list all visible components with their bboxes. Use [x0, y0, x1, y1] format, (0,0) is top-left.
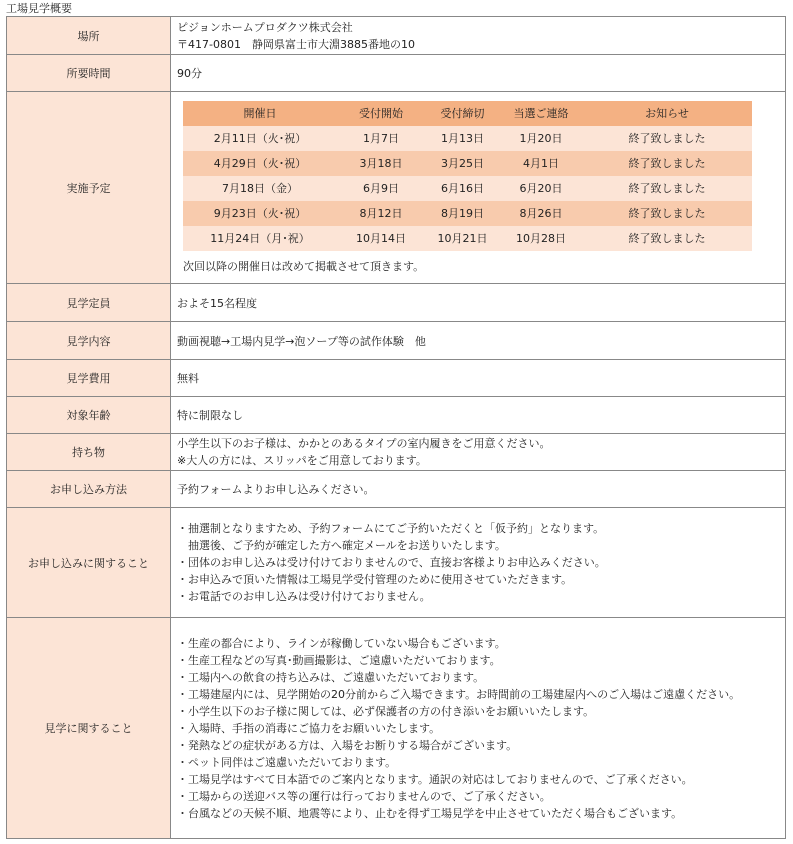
page-caption: 工場見学概要: [6, 2, 72, 15]
schedule-close: 6月16日: [425, 176, 500, 201]
schedule-row: [183, 226, 752, 251]
schedule-row: [183, 201, 752, 226]
schedule-row: [183, 151, 752, 176]
schedule-date: 7月18日（金）: [183, 176, 337, 201]
company-name: ピジョンホームプロダクツ株式会社: [177, 20, 353, 34]
schedule-header-cell: 受付締切: [425, 101, 500, 126]
value-apply-notes: [171, 508, 786, 618]
schedule-date: 2月11日（火･祝）: [183, 126, 337, 151]
schedule-open: 6月9日: [337, 176, 425, 201]
schedule-close: 10月21日: [425, 226, 500, 251]
belongings-line: 小学生以下のお子様は、かかとのあるタイプの室内履きをご用意ください。: [177, 437, 551, 450]
label-age: 対象年齢: [7, 397, 171, 434]
label-duration: 所要時間: [7, 55, 171, 92]
row-content: [7, 322, 786, 360]
label-visit-notes: 見学に関すること: [7, 618, 171, 839]
value-location: [171, 17, 786, 55]
schedule-open: 8月12日: [337, 201, 425, 226]
schedule-open: 3月18日: [337, 151, 425, 176]
row-fee: [7, 360, 786, 397]
visit-note-line: ・発熱などの症状がある方は、入場をお断りする場合がございます。: [177, 738, 518, 752]
schedule-header-cell: 受付開始: [337, 101, 425, 126]
row-capacity: [7, 284, 786, 322]
label-apply-method: お申し込み方法: [7, 471, 171, 508]
row-schedule: [7, 92, 786, 284]
apply-note-line: 抽選後、ご予約が確定した方へ確定メールをお送りいたします。: [177, 539, 506, 552]
apply-note-line: ・抽選制となりますため、予約フォームにてご予約いただくと「仮予約」となります。: [177, 522, 605, 535]
schedule-table: [183, 101, 752, 251]
visit-note-line: ・工場内への飲食の持ち込みは、ご遠慮いただいております。: [177, 670, 485, 684]
schedule-notify: 1月20日: [500, 126, 582, 151]
value-visit-notes: [171, 618, 786, 839]
visit-note-line: ・ペット同伴はご遠慮いただいております。: [177, 755, 397, 769]
visit-note-line: ・台風などの天候不順、地震等により、止むを得ず工場見学を中止させていただく場合もございます。: [177, 806, 683, 820]
schedule-close: 3月25日: [425, 151, 500, 176]
schedule-open: 1月7日: [337, 126, 425, 151]
value-apply-method: 予約フォームよりお申し込みください。: [171, 471, 786, 508]
schedule-notify: 4月1日: [500, 151, 582, 176]
schedule-date: 9月23日（火･祝）: [183, 201, 337, 226]
schedule-notify: 8月26日: [500, 201, 582, 226]
row-age: [7, 397, 786, 434]
row-belongings: [7, 434, 786, 471]
label-location: 場所: [7, 17, 171, 55]
row-visit-notes: [7, 618, 786, 839]
schedule-notify: 10月28日: [500, 226, 582, 251]
apply-note-line: ・お電話でのお申し込みは受け付けておりません。: [177, 590, 431, 603]
visit-note-line: ・小学生以下のお子様に関しては、必ず保護者の方の付き添いをお願いいたします。: [177, 704, 595, 718]
value-content: 動画視聴→工場内見学→泡ソープ等の試作体験 他: [171, 322, 786, 360]
apply-note-line: ・団体のお申し込みは受け付けておりませんので、直接お客様よりお申込みください。: [177, 556, 606, 569]
schedule-header-cell: 当選ご連絡: [500, 101, 582, 126]
schedule-note: 次回以降の開催日は改めて掲載させて頂きます。: [183, 259, 425, 273]
overview-table: [6, 16, 786, 839]
schedule-status: 終了致しました: [582, 126, 752, 151]
label-capacity: 見学定員: [7, 284, 171, 322]
schedule-status: 終了致しました: [582, 176, 752, 201]
belongings-line: ※大人の方には、スリッパをご用意しております。: [177, 454, 427, 467]
visit-note-line: ・工場からの送迎バス等の運行は行っておりませんので、ご了承ください。: [177, 789, 551, 803]
schedule-close: 1月13日: [425, 126, 500, 151]
schedule-row: [183, 126, 752, 151]
address: 〒417-0801 静岡県富士市大淵3885番地の10: [177, 37, 415, 51]
value-schedule: [171, 92, 786, 284]
row-apply-method: [7, 471, 786, 508]
visit-note-line: ・入場時、手指の消毒にご協力をお願いいたします。: [177, 721, 441, 735]
schedule-notify: 6月20日: [500, 176, 582, 201]
value-age: 特に制限なし: [171, 397, 786, 434]
schedule-header-row: [183, 101, 752, 126]
value-capacity: およそ15名程度: [171, 284, 786, 322]
row-location: [7, 17, 786, 55]
visit-note-line: ・生産工程などの写真･動画撮影は、ご遠慮いただいております。: [177, 653, 501, 667]
schedule-status: 終了致しました: [582, 201, 752, 226]
label-content: 見学内容: [7, 322, 171, 360]
schedule-date: 11月24日（月･祝）: [183, 226, 337, 251]
schedule-status: 終了致しました: [582, 151, 752, 176]
schedule-date: 4月29日（火･祝）: [183, 151, 337, 176]
schedule-open: 10月14日: [337, 226, 425, 251]
schedule-close: 8月19日: [425, 201, 500, 226]
row-apply-notes: [7, 508, 786, 618]
value-fee: 無料: [171, 360, 786, 397]
label-belongings: 持ち物: [7, 434, 171, 471]
visit-note-line: ・生産の都合により、ラインが稼働していない場合もございます。: [177, 636, 506, 650]
label-fee: 見学費用: [7, 360, 171, 397]
schedule-header-cell: 開催日: [183, 101, 337, 126]
label-apply-notes: お申し込みに関すること: [7, 508, 171, 618]
row-duration: [7, 55, 786, 92]
schedule-header-cell: お知らせ: [582, 101, 752, 126]
schedule-status: 終了致しました: [582, 226, 752, 251]
value-belongings: [171, 434, 786, 471]
visit-note-line: ・工場建屋内には、見学開始の20分前からご入場できます。お時間前の工場建屋内へのご入場はご遠慮ください。: [177, 687, 741, 701]
value-duration: 90分: [171, 55, 786, 92]
label-schedule: 実施予定: [7, 92, 171, 284]
apply-note-line: ・お申込みで頂いた情報は工場見学受付管理のために使用させていただきます。: [177, 573, 573, 586]
schedule-row: [183, 176, 752, 201]
visit-note-line: ・工場見学はすべて日本語でのご案内となります。通訳の対応はしておりませんので、ご了承ください。: [177, 772, 693, 786]
